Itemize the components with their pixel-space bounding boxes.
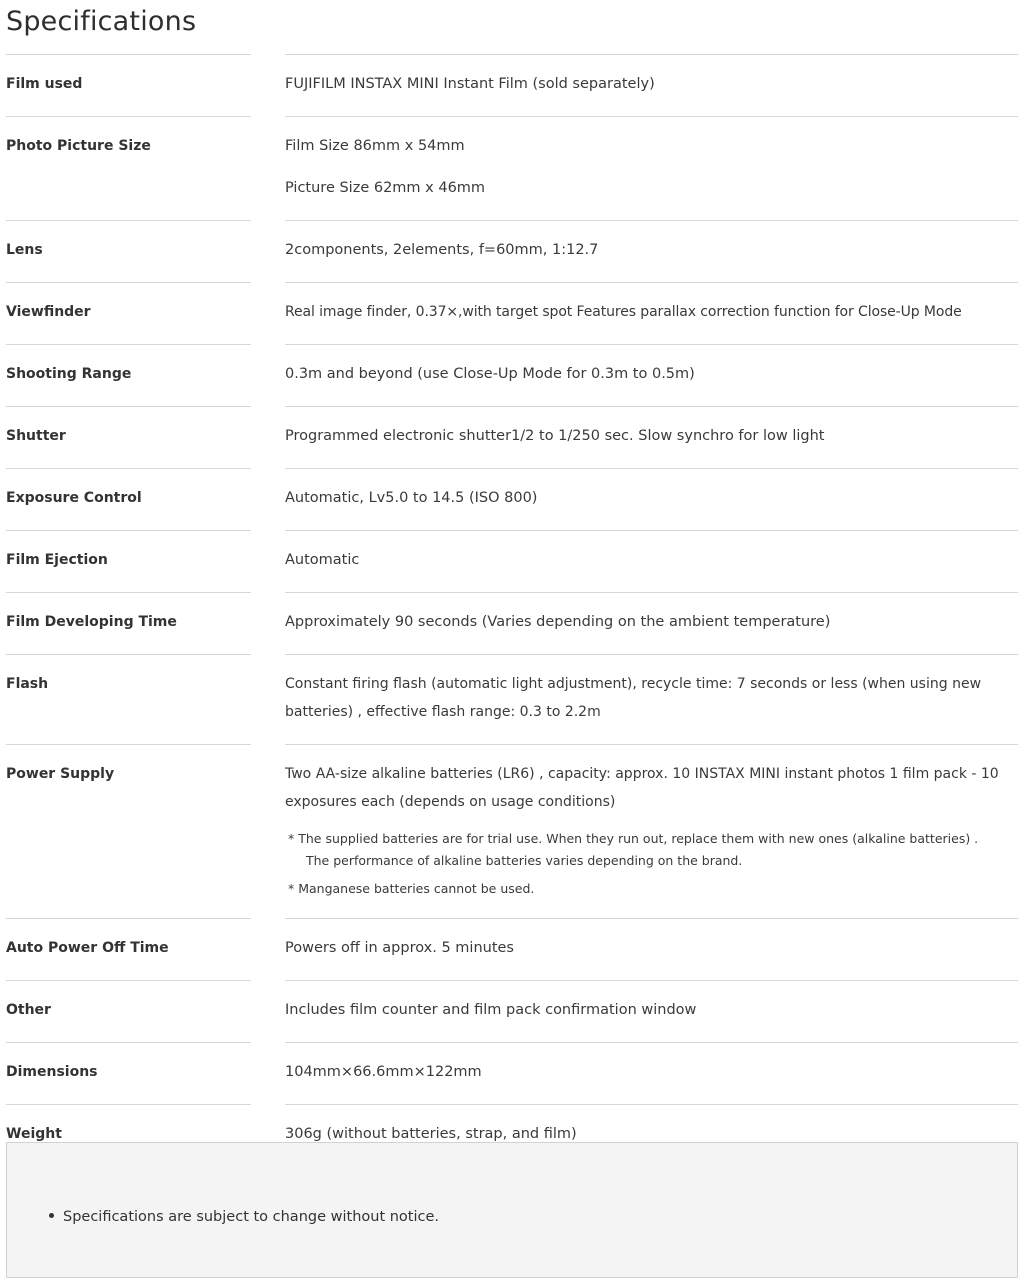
spec-label: Shutter (6, 406, 251, 468)
notice-item (49, 1207, 439, 1227)
spec-value-line: Automatic (285, 552, 360, 568)
spec-value-line: Approximately 90 seconds (Varies depending on the ambient temperature) (285, 614, 831, 630)
spec-value (285, 744, 1018, 918)
spec-table (0, 54, 1024, 1167)
spec-row-film-developing-time (0, 592, 1024, 654)
spec-row-film-used (0, 54, 1024, 116)
spec-row-shutter (0, 406, 1024, 468)
spec-row-viewfinder (0, 282, 1024, 344)
spec-value-line: Powers off in approx. 5 minutes (285, 940, 514, 956)
spec-row-film-ejection (0, 530, 1024, 592)
spec-value (285, 116, 1018, 220)
power-notes (285, 828, 1018, 900)
spec-value (285, 344, 1018, 406)
spec-label: Shooting Range (6, 344, 251, 406)
spec-value (285, 1042, 1018, 1104)
spec-label: Flash (6, 654, 251, 744)
spec-label: Photo Picture Size (6, 116, 251, 220)
spec-label: Power Supply (6, 744, 251, 918)
spec-label: Film used (6, 54, 251, 116)
spec-value-line: FUJIFILM INSTAX MINI Instant Film (sold separately) (285, 76, 655, 92)
spec-row-flash (0, 654, 1024, 744)
spec-row-lens (0, 220, 1024, 282)
spec-label: Exposure Control (6, 468, 251, 530)
spec-value-line: Includes film counter and film pack confirmation window (285, 1002, 697, 1018)
spec-value (285, 980, 1018, 1042)
spec-value (285, 282, 1018, 344)
spec-label: Film Developing Time (6, 592, 251, 654)
spec-value (285, 918, 1018, 980)
spec-value-line: Picture Size 62mm x 46mm (285, 180, 486, 196)
spec-value (285, 54, 1018, 116)
spec-label: Other (6, 980, 251, 1042)
spec-label: Viewfinder (6, 282, 251, 344)
power-note: * Manganese batteries cannot be used. (288, 881, 535, 896)
page-title: Specifications (6, 6, 197, 37)
spec-value-line: Real image finder, 0.37×,with target spot Features parallax correction function for Close-Up Mode (285, 304, 962, 320)
spec-row-auto-power-off-time (0, 918, 1024, 980)
spec-value-line: Two AA-size alkaline batteries (LR6) , capacity: approx. 10 INSTAX MINI instant photos 1 film pack - 10 exposures each (depends on usage conditions) (285, 766, 999, 810)
spec-value-line: 306g (without batteries, strap, and film) (285, 1126, 577, 1142)
bullet-icon (49, 1213, 54, 1218)
spec-label: Auto Power Off Time (6, 918, 251, 980)
spec-value-line: 2components, 2elements, f=60mm, 1:12.7 (285, 242, 599, 258)
spec-value-line: Automatic, Lv5.0 to 14.5 (ISO 800) (285, 490, 538, 506)
spec-row-power-supply (0, 744, 1024, 918)
power-note (285, 828, 1018, 872)
power-note-text: * The supplied batteries are for trial use. When they run out, replace them with new ones (alkaline batteries) . (288, 831, 979, 846)
spec-value (285, 530, 1018, 592)
spec-label: Film Ejection (6, 530, 251, 592)
spec-row-shooting-range (0, 344, 1024, 406)
spec-value-line: Programmed electronic shutter1/2 to 1/250 sec. Slow synchro for low light (285, 428, 825, 444)
power-note-continuation: The performance of alkaline batteries varies depending on the brand. (306, 853, 743, 868)
spec-label: Dimensions (6, 1042, 251, 1104)
spec-label: Weight (6, 1104, 251, 1167)
spec-value-line: Constant firing flash (automatic light adjustment), recycle time: 7 seconds or less (when using new batteries) , effective flash range: 0.3 to 2.2m (285, 676, 982, 720)
spec-row-exposure-control (0, 468, 1024, 530)
spec-row-dimensions (0, 1042, 1024, 1104)
spec-value-line: 0.3m and beyond (use Close-Up Mode for 0.3m to 0.5m) (285, 366, 695, 382)
spec-value (285, 654, 1018, 744)
spec-row-photo-picture-size (0, 116, 1024, 220)
notice-text: Specifications are subject to change without notice. (63, 1209, 440, 1225)
spec-value (285, 592, 1018, 654)
notice-box (6, 1142, 1018, 1278)
spec-value-line: Film Size 86mm x 54mm (285, 138, 465, 154)
spec-value (285, 468, 1018, 530)
spec-row-other (0, 980, 1024, 1042)
spec-label: Lens (6, 220, 251, 282)
spec-value (285, 406, 1018, 468)
spec-value-line: 104mm×66.6mm×122mm (285, 1064, 482, 1080)
spec-value (285, 220, 1018, 282)
